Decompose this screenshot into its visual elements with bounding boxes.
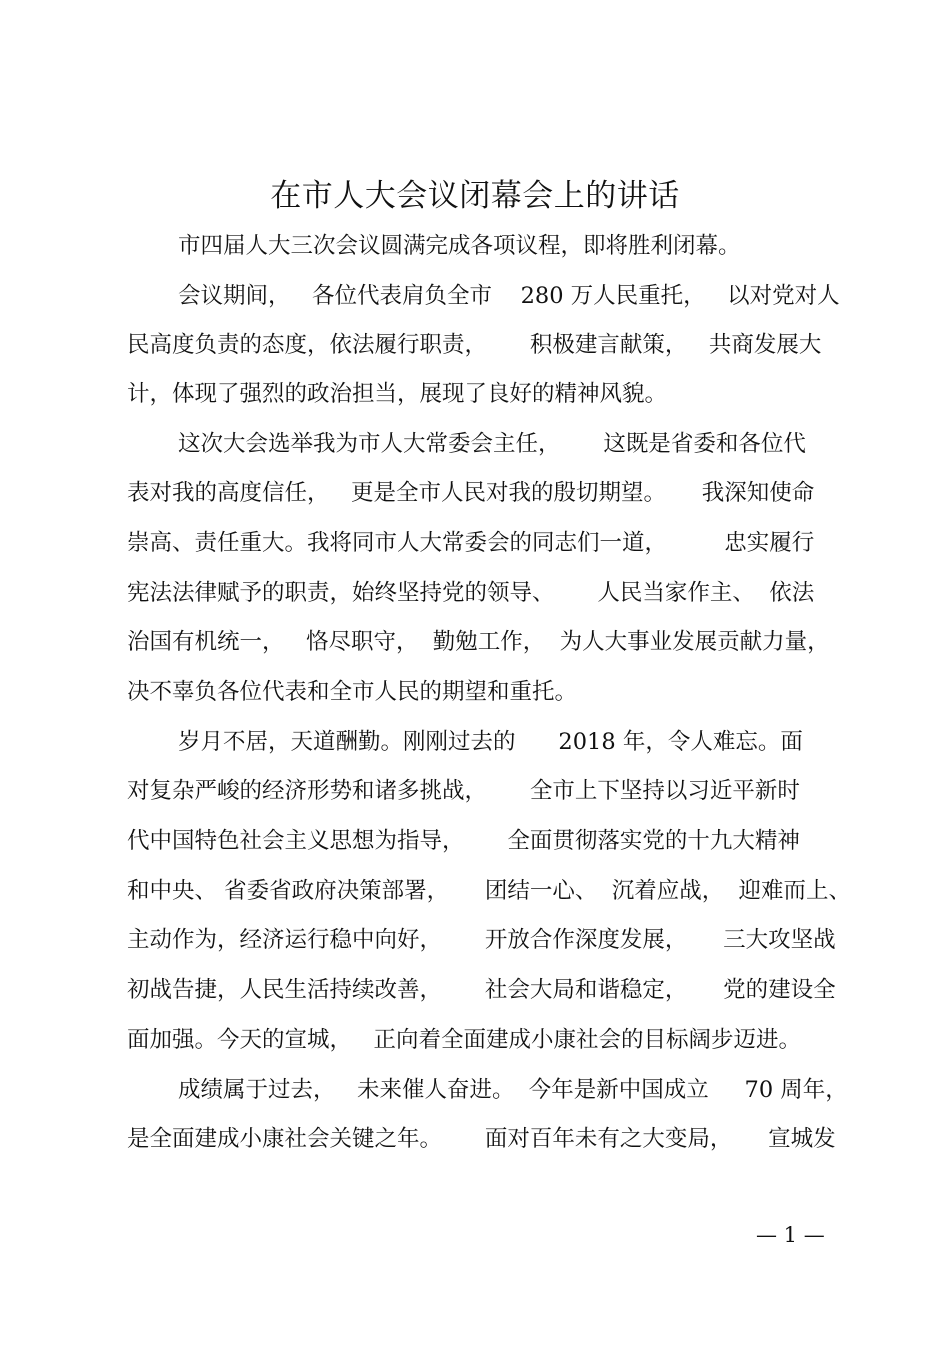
- body-line: 对复杂严峻的经济形势和诸多挑战， 全市上下坚持以习近平新时: [127, 778, 800, 804]
- page-number: — 1 —: [756, 1223, 825, 1247]
- body-line: 宪法法律赋予的职责，始终坚持党的领导、 人民当家作主、 依法: [127, 580, 815, 606]
- body-line: 会议期间， 各位代表肩负全市 280 万人民重托， 以对党对人: [178, 283, 840, 309]
- body-line: 岁月不居，天道酬勤。刚刚过去的 2018 年，令人难忘。面: [178, 729, 803, 755]
- body-line: 市四届人大三次会议圆满完成各项议程，即将胜利闭幕。: [178, 233, 741, 259]
- body-line: 主动作为，经济运行稳中向好， 开放合作深度发展， 三大攻坚战: [127, 927, 836, 953]
- document-title: 在市人大会议闭幕会上的讲话: [270, 178, 680, 214]
- body-line: 决不辜负各位代表和全市人民的期望和重托。: [127, 679, 578, 705]
- body-line: 民高度负责的态度，依法履行职责， 积极建言献策， 共商发展大: [127, 332, 822, 358]
- body-line: 这次大会选举我为市人大常委会主任， 这既是省委和各位代: [178, 431, 806, 457]
- body-line: 崇高、责任重大。我将同市人大常委会的同志们一道， 忠实履行: [127, 530, 815, 556]
- body-line: 是全面建成小康社会关键之年。 面对百年未有之大变局， 宣城发: [127, 1126, 836, 1152]
- body-line: 计，体现了强烈的政治担当，展现了良好的精神风貌。: [127, 381, 668, 407]
- body-line: 代中国特色社会主义思想为指导， 全面贯彻落实党的十九大精神: [127, 828, 800, 854]
- body-line: 面加强。今天的宣城， 正向着全面建成小康社会的目标阔步迈进。: [127, 1027, 801, 1053]
- body-line: 和中央、 省委省政府决策部署， 团结一心、 沉着应战， 迎难而上、: [127, 878, 852, 904]
- body-line: 治国有机统一， 恪尽职守， 勤勉工作， 为人大事业发展贡献力量，: [127, 629, 830, 655]
- body-line: 初战告捷，人民生活持续改善， 社会大局和谐稳定， 党的建设全: [127, 977, 836, 1003]
- body-line: 成绩属于过去， 未来催人奋进。 今年是新中国成立 70 周年，: [178, 1077, 848, 1103]
- body-line: 表对我的高度信任， 更是全市人民对我的殷切期望。 我深知使命: [127, 480, 815, 506]
